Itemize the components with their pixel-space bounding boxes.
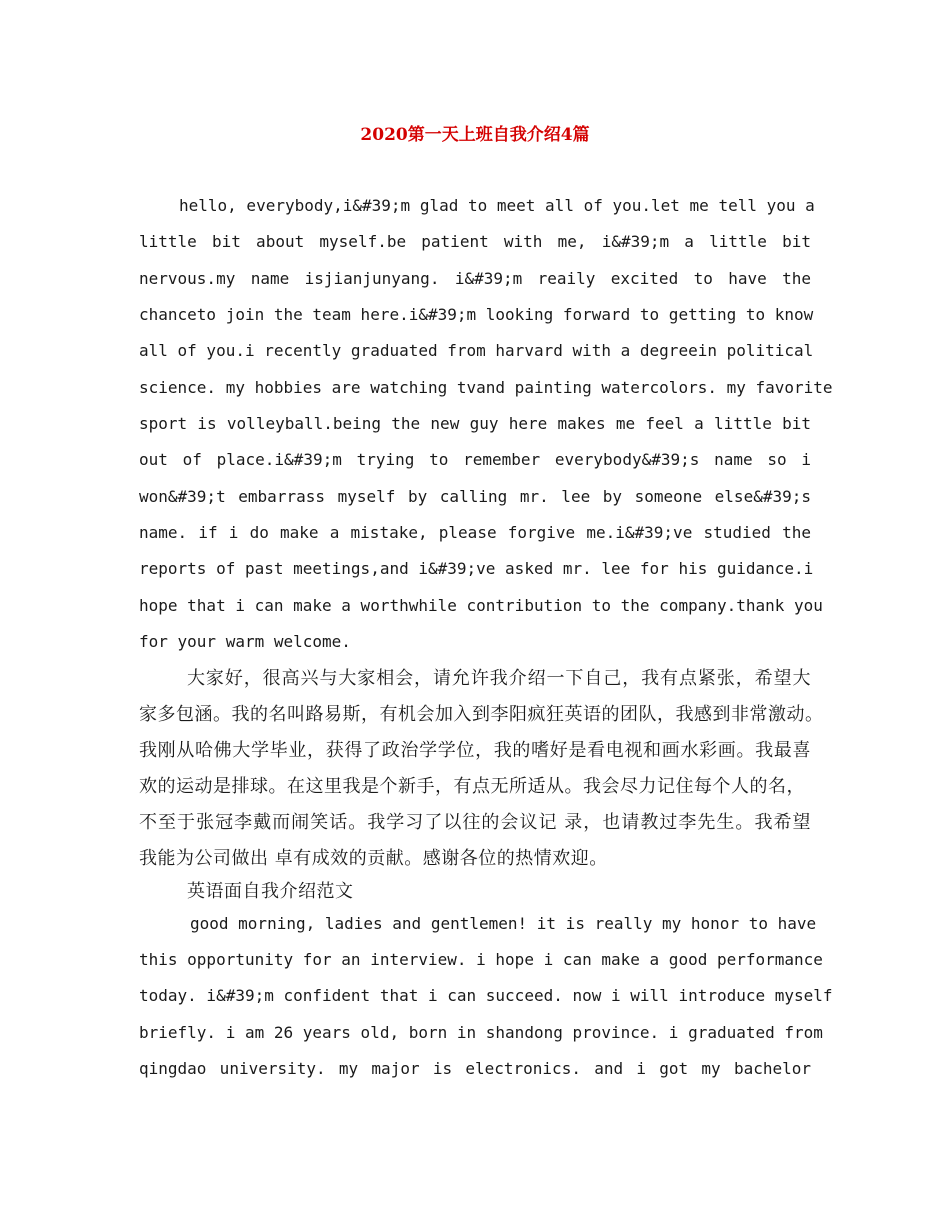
text-line: 家多包涵。我的名叫路易斯，有机会加入到李阳疯狂英语的团队，我感到非常激动。 <box>139 704 824 725</box>
text-line: out of place.i&#39;m trying to remember everybody&#39;s name so i <box>139 450 811 469</box>
text-line: 我能为公司做出 卓有成效的贡献。感谢各位的热情欢迎。 <box>139 848 608 869</box>
text-line: hello, everybody,i&#39;m glad to meet all of you.let me tell you a <box>179 196 815 215</box>
text-line: science. my hobbies are watching tvand painting watercolors. my favorite <box>139 378 833 397</box>
text-line: name. if i do make a mistake, please forgive me.i&#39;ve studied the <box>139 523 811 542</box>
text-line: little bit about myself.be patient with me, i&#39;m a little bit <box>139 232 811 251</box>
text-line: all of you.i recently graduated from harvard with a degreein political <box>139 341 814 360</box>
text-line: this opportunity for an interview. i hope i can make a good performance <box>139 950 823 969</box>
text-line: good morning, ladies and gentlemen! it is really my honor to have <box>190 914 817 933</box>
text-line: today. i&#39;m confident that i can succeed. now i will introduce myself <box>139 986 833 1005</box>
text-line: 欢的运动是排球。在这里我是个新手，有点无所适从。我会尽力记住每个人的名， <box>139 776 805 797</box>
text-line: for your warm welcome. <box>139 632 351 651</box>
text-line: won&#39;t embarrass myself by calling mr. lee by someone else&#39;s <box>139 487 811 506</box>
text-line: 不至于张冠李戴而闹笑话。我学习了以往的会议记 录，也请教过李先生。我希望 <box>139 812 811 833</box>
text-line: hope that i can make a worthwhile contribution to the company.thank you <box>139 596 823 615</box>
section-heading: 英语面自我介绍范文 <box>187 881 354 902</box>
text-line: 我刚从哈佛大学毕业，获得了政治学学位，我的嗜好是看电视和画水彩画。我最喜 <box>139 740 811 761</box>
text-line: nervous.my name isjianjunyang. i&#39;m reaily excited to have the <box>139 269 811 288</box>
text-line: briefly. i am 26 years old, born in shandong province. i graduated from <box>139 1023 823 1042</box>
text-line: reports of past meetings,and i&#39;ve asked mr. lee for his guidance.i <box>139 559 814 578</box>
text-line: qingdao university. my major is electronics. and i got my bachelor <box>139 1059 811 1078</box>
text-line: sport is volleyball.being the new guy here makes me feel a little bit <box>139 414 811 433</box>
document-title: 2020第一天上班自我介绍4篇 <box>360 125 590 145</box>
text-line: chanceto join the team here.i&#39;m looking forward to getting to know <box>139 305 814 324</box>
text-line: 大家好，很高兴与大家相会，请允许我介绍一下自己，我有点紧张，希望大 <box>187 668 811 689</box>
